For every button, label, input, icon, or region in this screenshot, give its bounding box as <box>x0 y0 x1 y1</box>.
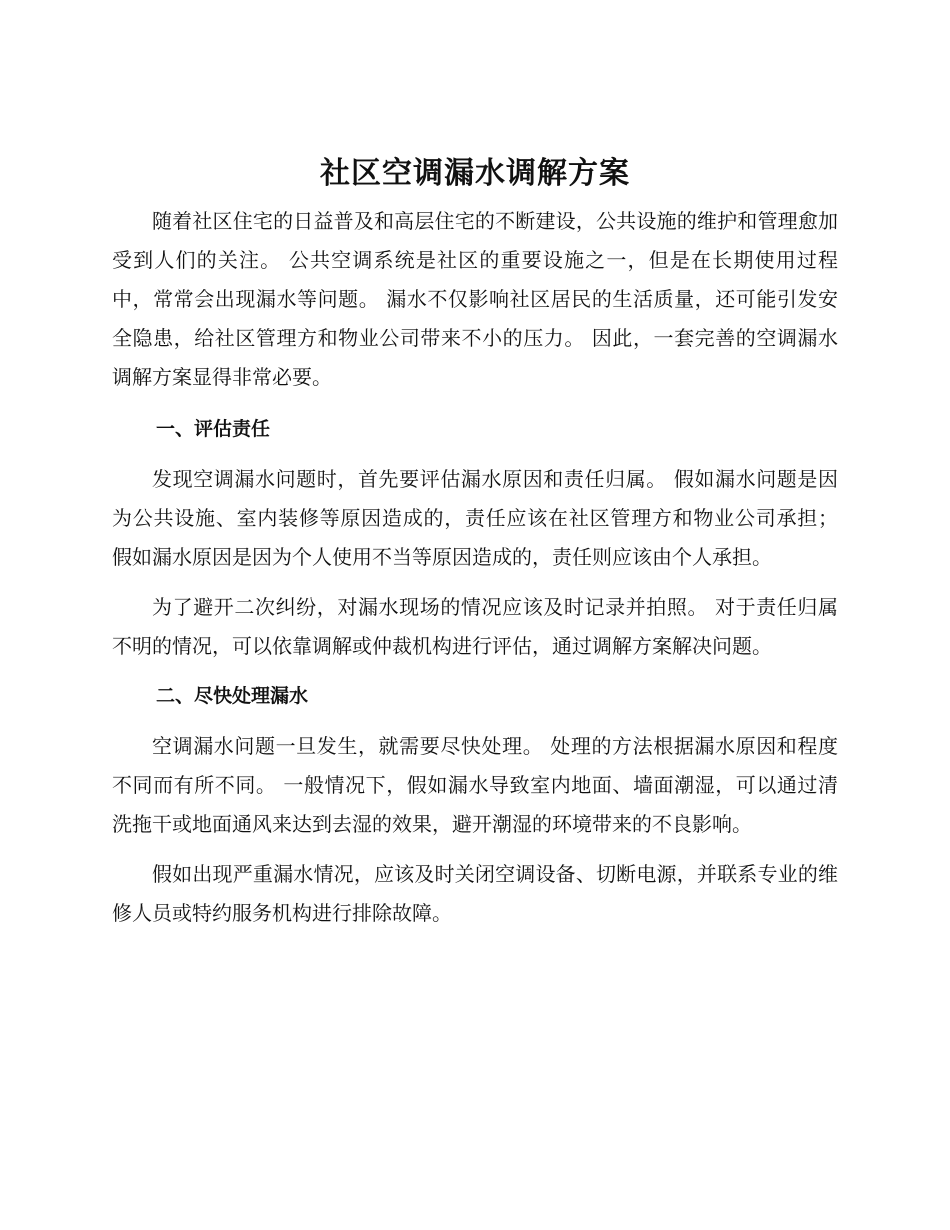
section-1-paragraph-2: 为了避开二次纠纷，对漏水现场的情况应该及时记录并拍照。 对于责任归属不明的情况，可以依靠调解或仲裁机构进行评估，通过调解方案解决问题。 <box>112 595 838 658</box>
section-2-paragraph-1: 空调漏水问题一旦发生，就需要尽快处理。 处理的方法根据漏水原因和程度不同而有所不同。 一般情况下，假如漏水导致室内地面、墙面潮湿，可以通过清洗拖干或地面通风来达到去湿的效果，避开潮湿的环境带来的不良影响。 <box>112 734 838 836</box>
intro-paragraph: 随着社区住宅的日益普及和高层住宅的不断建设，公共设施的维护和管理愈加受到人们的关注。 公共空调系统是社区的重要设施之一，但是在长期使用过程中，常常会出现漏水等问题。 漏水不仅影响社区居民的生活质量，还可能引发安全隐患，给社区管理方和物业公司带来不小的压力。 因此，一套完善的空调漏水调解方案显得非常必要。 <box>112 209 838 389</box>
section-heading-assess-responsibility: 一、评估责任 <box>156 418 271 440</box>
document-title: 社区空调漏水调解方案 <box>320 156 630 191</box>
section-2-paragraph-2: 假如出现严重漏水情况，应该及时关闭空调设备、切断电源，并联系专业的维修人员或特约服务机构进行排除故障。 <box>112 862 838 925</box>
section-heading-handle-leak: 二、尽快处理漏水 <box>156 685 309 707</box>
section-1-paragraph-1: 发现空调漏水问题时，首先要评估漏水原因和责任归属。 假如漏水问题是因为公共设施、室内装修等原因造成的，责任应该在社区管理方和物业公司承担； 假如漏水原因是因为个人使用不当等原因造成的，责任则应该由个人承担。 <box>112 467 838 569</box>
document-page <box>112 150 838 933</box>
